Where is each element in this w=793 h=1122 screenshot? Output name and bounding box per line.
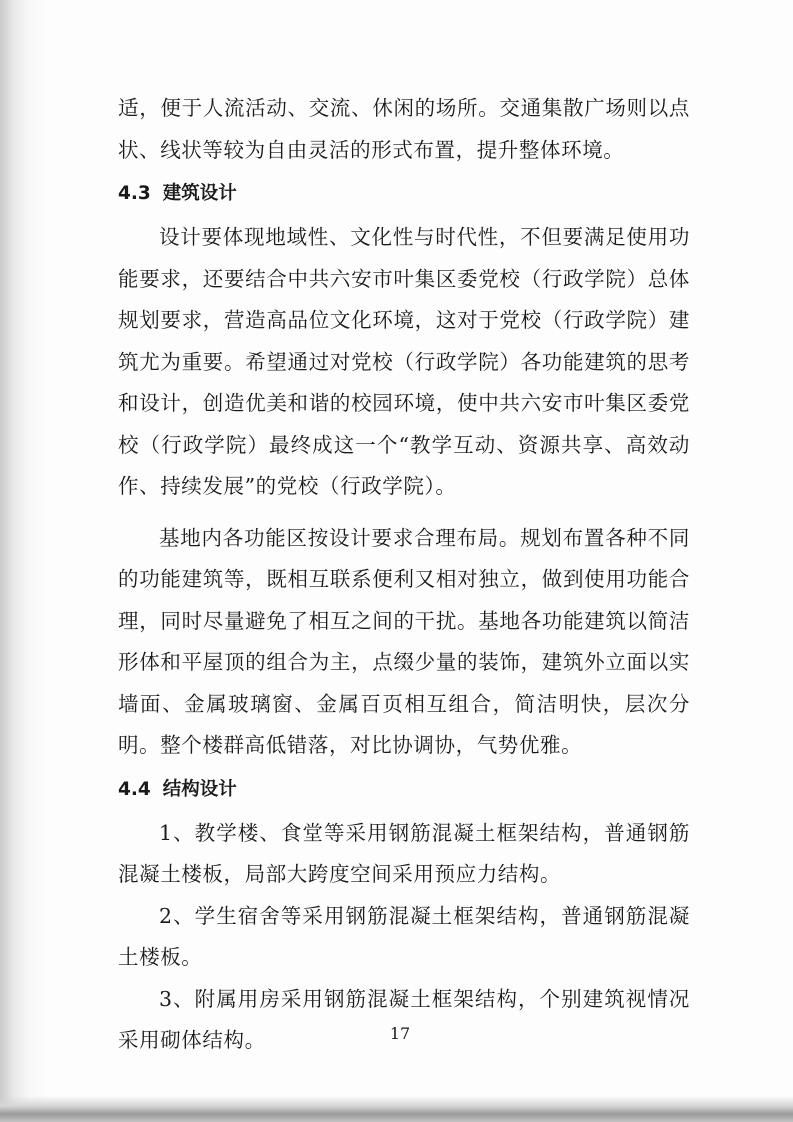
page-content (118, 88, 690, 1062)
section-number: 4.4 (118, 778, 151, 800)
section-4-3-paragraph-1: 设计要体现地域性、文化性与时代性，不但要满足使用功能要求，还要结合中共六安市叶集区委党校（行政学院）总体规划要求，营造高品位文化环境，这对于党校（行政学院）建筑尤为重要。希望通过对党校（行政学院）各功能建筑的思考和设计，创造优美和谐的校园环境，使中共六安市叶集区委党校（行政学院）最终成这一个“教学互动、资源共享、高效动作、持续发展”的党校（行政学院）。 (118, 225, 690, 498)
section-title: 结构设计 (162, 778, 237, 800)
intro-paragraph: 适，便于人流活动、交流、休闲的场所。交通集散广场则以点状、线状等较为自由灵活的形式布置，提升整体环境。 (118, 96, 690, 162)
structure-item-2: 2、学生宿舍等采用钢筋混凝土框架结构，普通钢筋混凝土楼板。 (118, 903, 690, 969)
section-title: 建筑设计 (162, 183, 237, 204)
section-number: 4.3 (118, 183, 151, 204)
structure-item-3: 3、附属用房采用钢筋混凝土框架结构，个别建筑视情况采用砌体结构。 (118, 986, 690, 1052)
structure-item-1: 1、教学楼、食堂等采用钢筋混凝土框架结构，普通钢筋混凝土楼板，局部大跨度空间采用预应力结构。 (118, 820, 690, 886)
section-heading-4-4 (118, 773, 690, 807)
section-heading-4-3 (118, 177, 690, 211)
section-4-3-paragraph-2: 基地内各功能区按设计要求合理布局。规划布置各种不同的功能建筑等，既相互联系便利又相对独立，做到使用功能合理，同时尽量避免了相互之间的干扰。基地各功能建筑以简洁形体和平屋顶的组合为主，点缀少量的装饰，建筑外立面以实墙面、金属玻璃窗、金属百页相互组合，简洁明快，层次分明。整个楼群高低错落，对比协调协，气势优雅。 (118, 525, 690, 757)
scan-edge-left (0, 0, 50, 1122)
scan-edge-bottom (0, 1096, 793, 1122)
page-number: 17 (389, 1024, 411, 1043)
